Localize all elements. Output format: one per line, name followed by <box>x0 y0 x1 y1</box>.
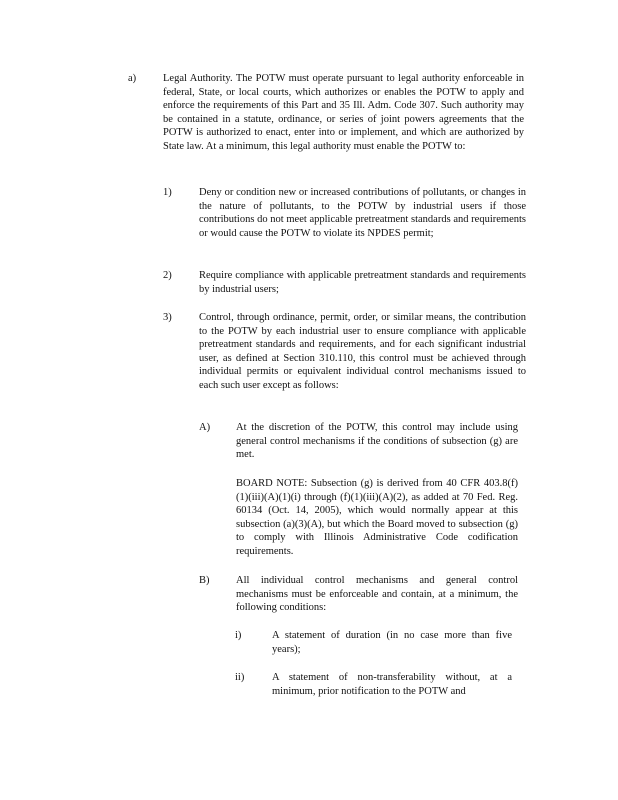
item-2-label: 2) <box>163 270 172 281</box>
subsubitem-i-text: A statement of duration (in no case more than five years); <box>272 630 512 655</box>
subitem-A-text: At the discretion of the POTW, this control may include using general control mechanisms if the conditions of subsection (g) are met. <box>236 422 518 461</box>
item-3-label: 3) <box>163 312 172 323</box>
subsubitem-i-label: i) <box>235 630 242 641</box>
subitem-B-text: All individual control mechanisms and general control mechanisms must be enforceable and contain, at a minimum, the following conditions: <box>236 575 518 614</box>
paragraph-a-label: a) <box>128 73 137 84</box>
subitem-B-label: B) <box>199 575 210 586</box>
subsubitem-ii-text: A statement of non-transferability without, at a minimum, prior notification to the POTW and <box>272 672 512 697</box>
subsubitem-ii-label: ii) <box>235 672 245 683</box>
item-1-label: 1) <box>163 187 172 198</box>
item-1-text: Deny or condition new or increased contributions of pollutants, or changes in the nature of pollutants, to the POTW by industrial users if those contributions do not meet applicable pretreatment standards and requirements or would cause the POTW to violate its NPDES permit; <box>199 187 526 239</box>
paragraph-a-text: Legal Authority. The POTW must operate pursuant to legal authority enforceable in federal, State, or local courts, which authorizes or enables the POTW to apply and enforce the requirements of this Part and 35 Ill. Adm. Code 307. Such authority may be contained in a statute, ordinance, or series of joint powers agreements that the POTW is authorized to enact, enter into or implement, and which are authorized by State law. At a minimum, this legal authority must enable the POTW to: <box>163 73 524 152</box>
item-2-text: Require compliance with applicable pretreatment standards and requirements by industrial users; <box>199 270 526 295</box>
item-3-text: Control, through ordinance, permit, order, or similar means, the contribution to the POTW by each industrial user to ensure compliance with applicable pretreatment standards and requirements, and for each significant industrial user, as defined at Section 310.110, this control must be achieved through individual permits or equivalent individual control mechanisms issued to each such user except as follows: <box>199 312 526 391</box>
subitem-A-label: A) <box>199 422 211 433</box>
board-note: BOARD NOTE: Subsection (g) is derived from 40 CFR 403.8(f)(1)(iii)(A)(1)(i) through (f)(1)(iii)(A)(2), as added at 70 Fed. Reg. 60134 (Oct. 14, 2005), which would normally appear at this subsection (a)(3)(A), but which the Board moved to subsection (g) to comply with Illinois Administrative Code codification requirements. <box>236 478 518 557</box>
